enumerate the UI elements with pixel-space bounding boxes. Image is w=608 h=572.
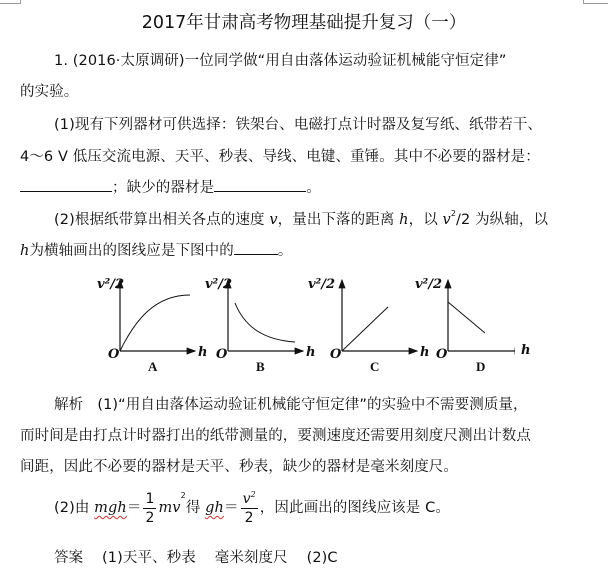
text: 得 bbox=[185, 499, 206, 516]
text: ，量出下落的距离 bbox=[277, 212, 400, 228]
period: 。 bbox=[306, 180, 321, 196]
formula-mv: mv bbox=[158, 499, 181, 516]
svg-text:O: O bbox=[436, 347, 448, 362]
answer-part1: (1)天平、秒表 bbox=[102, 550, 196, 566]
text: /2 为纵轴，以 bbox=[456, 212, 549, 228]
page-corner-mark bbox=[583, 0, 608, 4]
var-v: v bbox=[242, 491, 251, 507]
var-v: v bbox=[442, 212, 451, 228]
solution-text: (1)“用自由落体运动验证机械能守恒定律”的实验中不需要测质量， bbox=[97, 397, 528, 413]
var-h: h bbox=[399, 212, 409, 228]
solution-label: 解析 bbox=[54, 397, 84, 413]
graph-c[interactable] bbox=[308, 277, 429, 374]
svg-text:v²/2: v²/2 bbox=[97, 277, 125, 292]
svg-text:v²/2: v²/2 bbox=[205, 277, 233, 292]
solution-line bbox=[54, 393, 528, 414]
denominator: 2 bbox=[145, 509, 155, 526]
svg-text:O: O bbox=[330, 347, 342, 362]
text: 为横轴画出的图线应是下图中的 bbox=[29, 243, 234, 259]
text: ，因此画出的图线应该是 C。 bbox=[259, 499, 450, 516]
period: 。 bbox=[277, 243, 293, 259]
superscript-2: 2 bbox=[250, 490, 256, 499]
question-stem-cont: 的实验。 bbox=[20, 84, 79, 100]
var-v: v bbox=[269, 212, 278, 228]
svg-text:O: O bbox=[108, 347, 120, 362]
text: (2)根据纸带算出相关各点的速度 bbox=[54, 212, 270, 228]
svg-text:B: B bbox=[256, 359, 265, 374]
svg-text:v²/2: v²/2 bbox=[415, 277, 443, 292]
fraction-one-half bbox=[143, 492, 156, 525]
text: ，以 bbox=[408, 212, 443, 228]
equals: ＝ bbox=[126, 499, 142, 516]
solution-text-cont: 而时间是由打点计时器打出的纸带测量的，要测速度还需要用刻度尺测出计数点 bbox=[20, 428, 531, 444]
text: (2)由 bbox=[54, 499, 95, 516]
part2-text-cont bbox=[20, 239, 292, 260]
answer-blank-missing[interactable] bbox=[214, 177, 306, 192]
svg-text:D: D bbox=[476, 359, 486, 374]
graphs-figure bbox=[95, 270, 515, 380]
graph-d-x-label: h bbox=[521, 343, 531, 358]
answer-label: 答案 bbox=[54, 550, 84, 566]
question-stem: 1. (2016·太原调研)一位同学做“用自由落体运动验证机械能守恒定律” bbox=[54, 53, 507, 69]
answer-part2: (2)C bbox=[306, 550, 338, 566]
part2-text bbox=[54, 208, 548, 229]
answer-line bbox=[54, 546, 338, 567]
page-corner-mark bbox=[0, 0, 21, 4]
part1-text: (1)现有下列器材可供选择：铁架台、电磁打点计时器及复写纸、纸带若干、 bbox=[54, 117, 543, 133]
solution-text-cont: 间距，因此不必要的器材是天平、秒表，缺少的器材是毫米刻度尺。 bbox=[20, 459, 458, 475]
var-h: h bbox=[20, 243, 30, 259]
formula-gh: gh bbox=[205, 499, 224, 516]
superscript-2: 2 bbox=[450, 209, 457, 218]
graph-d[interactable] bbox=[415, 277, 515, 374]
svg-text:O: O bbox=[216, 347, 228, 362]
svg-text:h: h bbox=[420, 345, 430, 360]
solution-part2 bbox=[54, 491, 450, 525]
fraction-v2-over-2 bbox=[241, 491, 258, 525]
equals: ＝ bbox=[223, 499, 239, 516]
svg-text:h: h bbox=[198, 345, 208, 360]
svg-text:A: A bbox=[148, 359, 158, 374]
numerator: 1 bbox=[145, 490, 155, 507]
svg-text:h: h bbox=[306, 345, 316, 360]
graph-b[interactable] bbox=[205, 277, 315, 374]
denominator: 2 bbox=[244, 510, 254, 526]
answer-part1b: 毫米刻度尺 bbox=[214, 550, 288, 566]
formula-mgh: mgh bbox=[94, 499, 127, 516]
page-title: 2017年甘肃高考物理基础提升复习（一） bbox=[141, 13, 467, 33]
answer-blank-graph[interactable] bbox=[234, 240, 278, 255]
answer-blank-unnecessary[interactable] bbox=[20, 177, 112, 192]
superscript-2: 2 bbox=[180, 491, 186, 500]
graph-a[interactable] bbox=[97, 277, 207, 374]
part1-missing-label: ；缺少的器材是 bbox=[112, 180, 215, 196]
graph-options bbox=[95, 270, 515, 380]
numerator bbox=[241, 491, 258, 509]
svg-text:C: C bbox=[370, 359, 380, 374]
part1-blanks-line bbox=[20, 176, 321, 197]
svg-text:v²/2: v²/2 bbox=[308, 277, 336, 292]
part1-text-cont: 4～6 V 低压交流电源、天平、秒表、导线、电键、重锤。其中不必要的器材是： bbox=[20, 149, 540, 165]
